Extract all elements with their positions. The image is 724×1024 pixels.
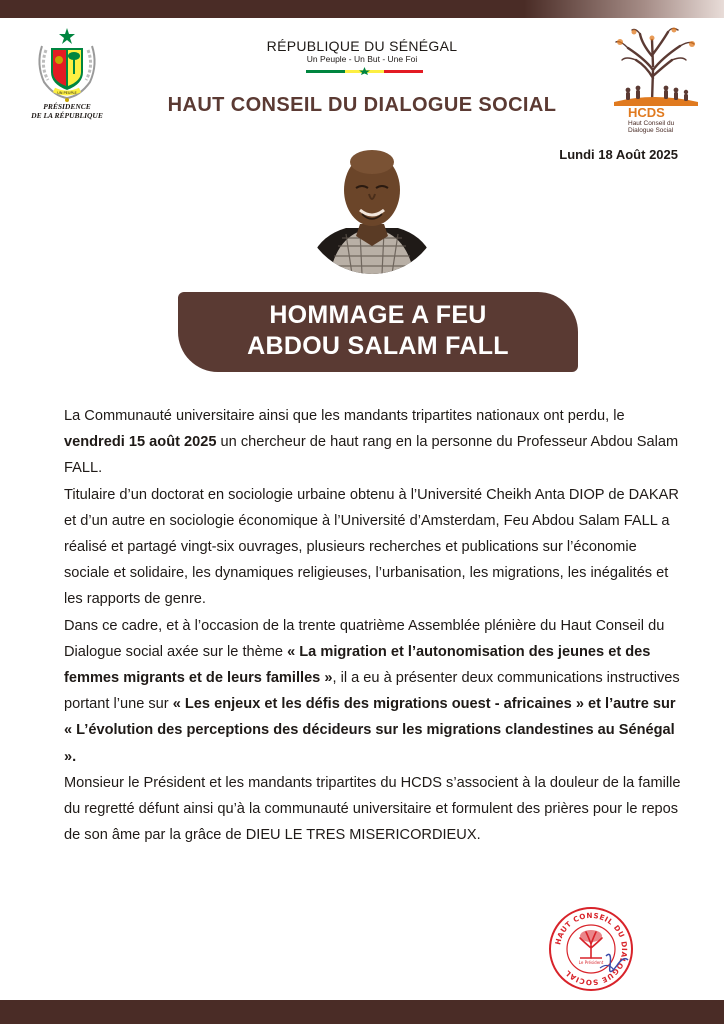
paragraph-3-text-b: , il a eu à présenter deux communications instructives portant l’une sur: [64, 670, 680, 713]
presidency-label-line1: PRÉSIDENCE: [43, 102, 91, 111]
paragraph-1-text-b: un chercheur de haut rang en la personne du Professeur Abdou Salam FALL.: [64, 434, 679, 477]
paragraph-3-theme: « La migration et l’autonomisation des jeunes et des femmes migrants et de leurs familles »: [64, 643, 651, 687]
announcement-body: [64, 403, 684, 848]
top-decorative-bar: [0, 0, 724, 18]
official-stamp-icon: [548, 906, 634, 992]
hcds-name-line1: Haut Conseil du: [628, 120, 675, 127]
paragraph-1-text-a: La Communauté universitaire ainsi que les mandants tripartites nationaux ont perdu, le: [64, 408, 625, 424]
paragraph-2: Titulaire d’un doctorat en sociologie urbaine obtenu à l’Université Cheikh Anta DIOP de DAKAR et d’un autre en sociologie économique à l’Université d’Amsterdam, Feu Abdou Salam FALL a réalisé et partagé vingt-six ouvrages, plusieurs recherches et publications sur l’économie sociale et solidaire, les dynamiques religieuses, l’urbanisation, les migrations, les inégalités et les rapports de genre.: [64, 486, 679, 608]
paragraph-3: [64, 613, 684, 770]
presidency-label-line2: DE LA RÉPUBLIQUE: [31, 111, 103, 120]
baobab-logo-icon: [606, 26, 702, 106]
republic-name: RÉPUBLIQUE DU SÉNÉGAL: [266, 38, 458, 54]
paragraph-1-date: vendredi 15 août 2025: [64, 434, 217, 451]
publication-date: Lundi 18 Août 2025: [559, 147, 678, 162]
banner-title-line2: ABDOU SALAM FALL: [247, 332, 509, 360]
svg-text:UN PEUPLE: UN PEUPLE: [57, 91, 77, 95]
hcds-full-name: [628, 120, 702, 134]
paragraph-4: Monsieur le Président et les mandants tripartites du HCDS s’associent à la douleur de la famille du regretté défunt ainsi qu’à la communauté universitaire et formulent des prières pour le repos de son âme par la grâce de DIEU LE TRES MISERICORDIEUX.: [64, 774, 681, 844]
svg-text:HAUT CONSEIL DU DIALOGUE SOCIA: HAUT CONSEIL DU DIALOGUE SOCIAL: [553, 910, 630, 988]
tribute-banner: [178, 292, 578, 372]
paragraph-3-text-a: Dans ce cadre, et à l’occasion de la trente quatrième Assemblée plénière du Haut Conseil du Dialogue social axée sur le thème: [64, 617, 665, 660]
senegal-flag-stripe: [306, 67, 423, 75]
paragraph-1: [64, 403, 684, 482]
senegal-coat-of-arms-icon: [32, 24, 102, 102]
organization-title: HAUT CONSEIL DU DIALOGUE SOCIAL: [167, 94, 557, 116]
hcds-logo: [606, 26, 702, 134]
national-motto: Un Peuple - Un But - Une Foi: [306, 54, 418, 64]
bottom-decorative-bar: [0, 1000, 724, 1024]
svg-text:Le Président: Le Président: [578, 960, 604, 965]
hcds-abbreviation: HCDS: [628, 105, 665, 120]
presidency-emblem: [28, 24, 106, 128]
banner-title-line1: HOMMAGE A FEU: [269, 301, 487, 329]
presidency-label: [28, 102, 106, 120]
portrait-photo: [302, 134, 442, 274]
hcds-name-line2: Dialogue Social: [628, 127, 674, 134]
paragraph-3-communications: « Les enjeux et les défis des migrations ouest - africaines » et l’autre sur « L’évolution des perceptions des décideurs sur les migrations clandestines au Sénégal ».: [64, 696, 676, 765]
